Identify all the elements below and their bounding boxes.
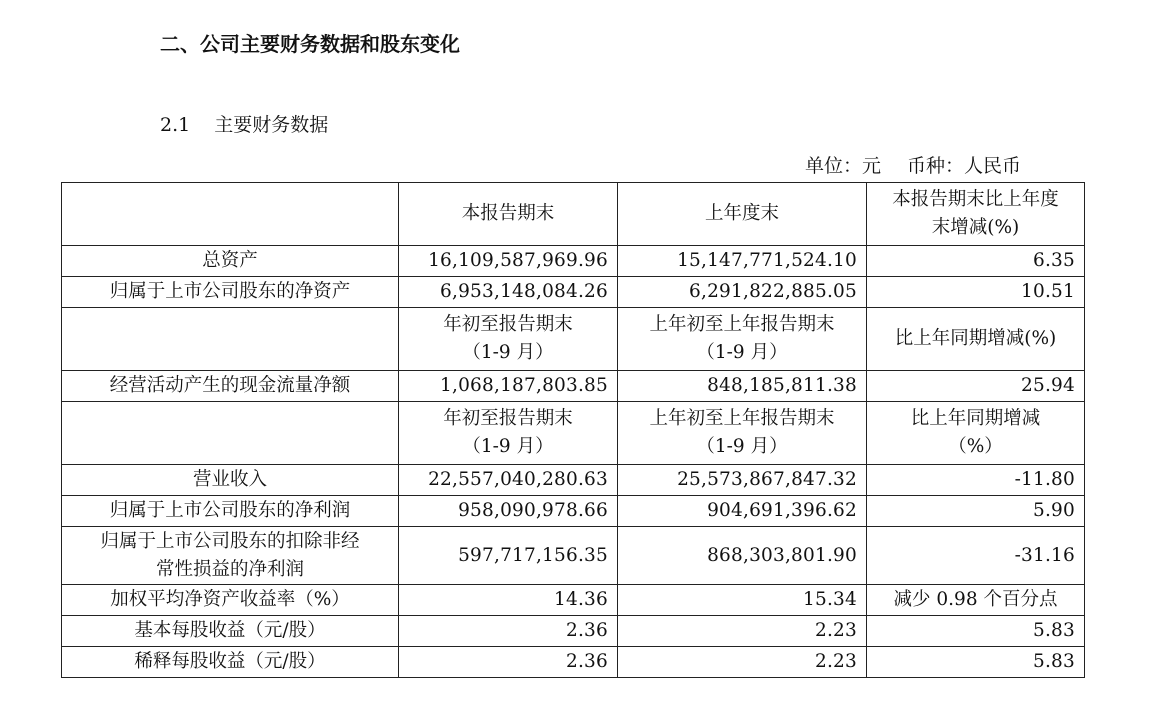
row-label: 基本每股收益（元/股） (62, 616, 399, 647)
table-row (62, 616, 1085, 647)
cell-value: 904,691,396.62 (618, 496, 867, 527)
cell-value: 2.36 (399, 647, 618, 678)
header-ytd-line1: 年初至报告期末 (443, 314, 573, 335)
header-row-ytd-income (62, 402, 1085, 465)
row-label: 归属于上市公司股东的净利润 (62, 496, 399, 527)
header-yoy-line2: （%） (948, 436, 1003, 457)
row-label: 稀释每股收益（元/股） (62, 647, 399, 678)
header-ytd-line1: 年初至报告期末 (443, 408, 573, 429)
cell-value: 10.51 (867, 277, 1085, 308)
table-row (62, 465, 1085, 496)
cell-value: -11.80 (867, 465, 1085, 496)
cell-value: 848,185,811.38 (618, 371, 867, 402)
header-prior-year-end: 上年度末 (618, 183, 867, 246)
cell-value: 6,953,148,084.26 (399, 277, 618, 308)
cell-value: 597,717,156.35 (399, 527, 618, 585)
cell-value: 15,147,771,524.10 (618, 246, 867, 277)
cell-value: -31.16 (867, 527, 1085, 585)
cell-value: 6.35 (867, 246, 1085, 277)
cell-value: 减少 0.98 个百分点 (867, 585, 1085, 616)
header-ytd (399, 402, 618, 465)
currency-label: 币种：人民币 (907, 155, 1022, 177)
cell-value: 5.83 (867, 647, 1085, 678)
header-change-line1: 本报告期末比上年度 (892, 189, 1059, 210)
header-ytd-line2: （1-9 月） (462, 436, 554, 457)
table-row (62, 277, 1085, 308)
row-label: 总资产 (62, 246, 399, 277)
header-prior-ytd-line1: 上年初至上年报告期末 (649, 314, 835, 335)
unit-label: 单位：元 (805, 155, 882, 177)
row-label: 加权平均净资产收益率（%） (62, 585, 399, 616)
row-label: 营业收入 (62, 465, 399, 496)
subsection-heading (160, 111, 328, 139)
header-prior-ytd (618, 402, 867, 465)
cell-value: 5.90 (867, 496, 1085, 527)
header-corner (62, 183, 399, 246)
cell-value: 958,090,978.66 (399, 496, 618, 527)
table-row (62, 585, 1085, 616)
cell-value: 2.23 (618, 616, 867, 647)
cell-value: 868,303,801.90 (618, 527, 867, 585)
header-yoy-change: 比上年同期增减(%) (867, 308, 1085, 371)
header-change-line2: 末增减(%) (931, 217, 1020, 238)
table-row (62, 246, 1085, 277)
row-label: 归属于上市公司股东的净资产 (62, 277, 399, 308)
header-change-pct (867, 183, 1085, 246)
cell-value: 16,109,587,969.96 (399, 246, 618, 277)
cell-value: 22,557,040,280.63 (399, 465, 618, 496)
header-yoy-line1: 比上年同期增减 (910, 408, 1041, 429)
header-row-period-end (62, 183, 1085, 246)
header-prior-ytd (618, 308, 867, 371)
row-label-line1: 归属于上市公司股东的扣除非经 (100, 530, 360, 552)
subsection-number: 2.1 (160, 114, 191, 136)
unit-currency-note (805, 153, 1021, 179)
financial-data-table (61, 182, 1085, 678)
header-prior-ytd-line2: （1-9 月） (696, 342, 788, 363)
subsection-title: 主要财务数据 (214, 114, 329, 136)
header-corner (62, 308, 399, 371)
cell-value: 1,068,187,803.85 (399, 371, 618, 402)
table-row (62, 496, 1085, 527)
header-yoy-change (867, 402, 1085, 465)
row-label-line2: 常性损益的净利润 (155, 558, 304, 580)
cell-value: 2.23 (618, 647, 867, 678)
section-title: 二、公司主要财务数据和股东变化 (160, 32, 460, 56)
header-corner (62, 402, 399, 465)
header-row-ytd (62, 308, 1085, 371)
table-row (62, 527, 1085, 585)
cell-value: 6,291,822,885.05 (618, 277, 867, 308)
cell-value: 5.83 (867, 616, 1085, 647)
table-row (62, 647, 1085, 678)
header-prior-ytd-line1: 上年初至上年报告期末 (649, 408, 835, 429)
table-row (62, 371, 1085, 402)
header-current-period-end: 本报告期末 (399, 183, 618, 246)
cell-value: 14.36 (399, 585, 618, 616)
cell-value: 25.94 (867, 371, 1085, 402)
cell-value: 15.34 (618, 585, 867, 616)
cell-value: 25,573,867,847.32 (618, 465, 867, 496)
header-ytd-line2: （1-9 月） (462, 342, 554, 363)
header-prior-ytd-line2: （1-9 月） (696, 436, 788, 457)
row-label (62, 527, 399, 585)
cell-value: 2.36 (399, 616, 618, 647)
row-label: 经营活动产生的现金流量净额 (62, 371, 399, 402)
header-ytd (399, 308, 618, 371)
